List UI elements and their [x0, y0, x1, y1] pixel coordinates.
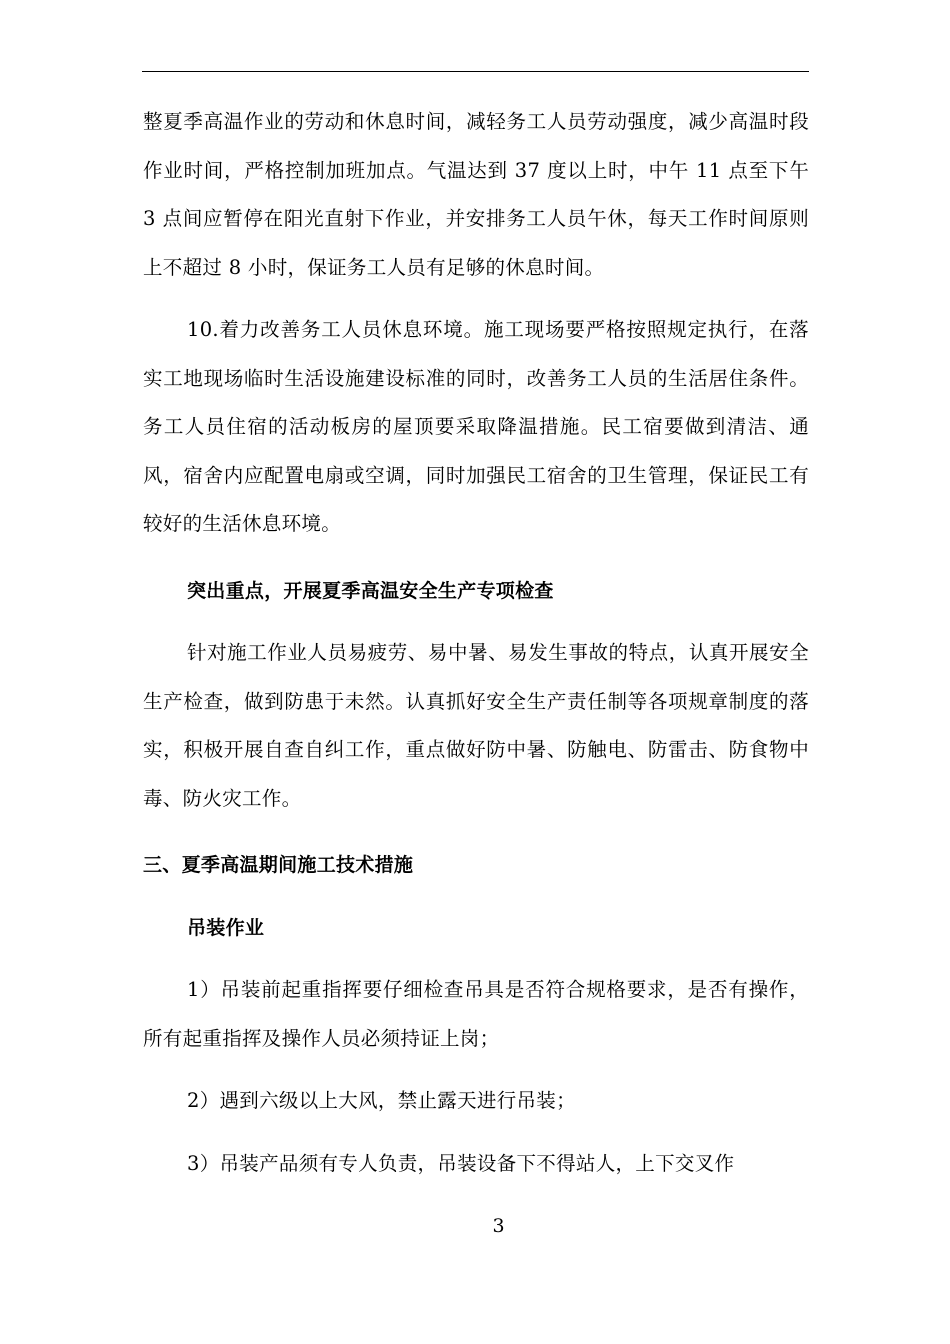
- list-item-lifting-1: 1）吊装前起重指挥要仔细检查吊具是否符合规格要求，是否有操作，所有起重指挥及操作人员必须持证上岗；: [143, 978, 809, 1050]
- list-item-lifting-2: 2）遇到六级以上大风，禁止露天进行吊装；: [187, 1089, 576, 1112]
- paragraph-rest-environment: 10.着力改善务工人员休息环境。施工现场要严格按照规定执行，在落实工地现场临时生活设施建设标准的同时，改善务工人员的生活居住条件。务工人员住宿的活动板房的屋顶要采取降温措施。民工宿要做到清洁、通风，宿舍内应配置电扇或空调，同时加强民工宿舍的卫生管理，保证民工有较好的生活休息环境。: [143, 318, 809, 535]
- subheading-lifting-operations: 吊装作业: [187, 916, 265, 939]
- subheading-safety-inspection: 突出重点，开展夏季高温安全生产专项检查: [187, 579, 554, 602]
- page-number: 3: [492, 1215, 505, 1237]
- paragraph-safety-inspection: 针对施工作业人员易疲劳、易中暑、易发生事故的特点，认真开展安全生产检查，做到防患于未然。认真抓好安全生产责任制等各项规章制度的落实，积极开展自查自纠工作，重点做好防中暑、防触电、防雷击、防食物中毒、防火灾工作。: [143, 641, 809, 810]
- section-heading-technical-measures: 三、夏季高温期间施工技术措施: [143, 854, 414, 876]
- document-body: [143, 98, 809, 1188]
- list-item-lifting-3: 3）吊装产品须有专人负责，吊装设备下不得站人，上下交叉作: [187, 1151, 735, 1175]
- paragraph-work-hours: 整夏季高温作业的劳动和休息时间，减轻务工人员劳动强度，减少高温时段作业时间，严格控制加班加点。气温达到 37 度以上时，中午 11 点至下午 3 点间应暂停在阳光直射下作业，并安排务工人员午休，每天工作时间原则上不超过 8 小时，保证务工人员有足够的休息时间。: [143, 110, 809, 279]
- header-rule: [142, 71, 809, 72]
